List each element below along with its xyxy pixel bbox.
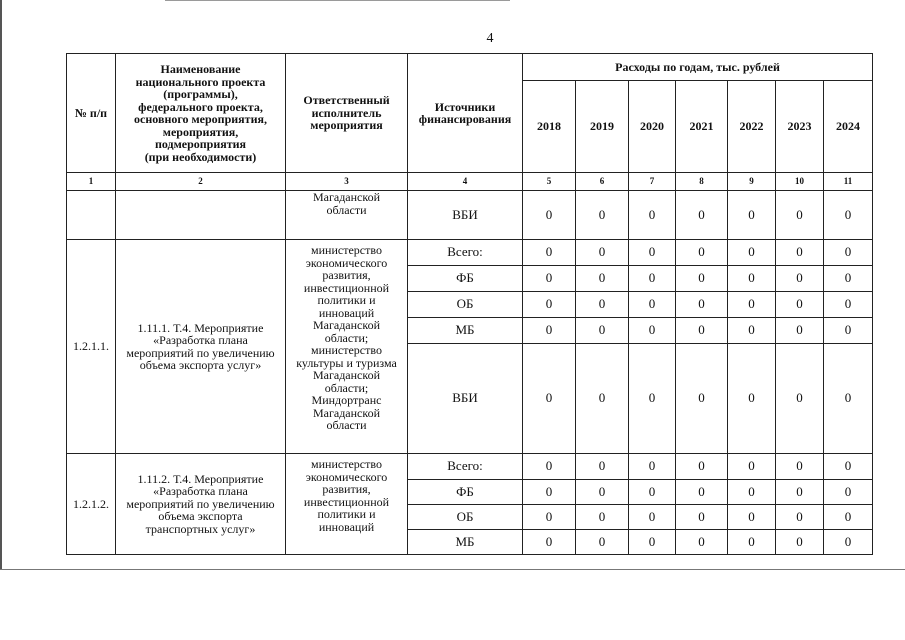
column-number: 8 xyxy=(676,173,728,191)
bottom-rule xyxy=(0,569,905,570)
item-executor: Магаданской области xyxy=(286,191,408,240)
year-value: 0 xyxy=(676,240,728,266)
column-number: 5 xyxy=(523,173,576,191)
year-value: 0 xyxy=(629,318,676,344)
column-number: 6 xyxy=(576,173,629,191)
year-header: 2023 xyxy=(776,81,824,173)
year-value: 0 xyxy=(824,480,873,505)
column-number: 9 xyxy=(728,173,776,191)
column-number: 7 xyxy=(629,173,676,191)
year-value: 0 xyxy=(676,505,728,530)
funding-source: МБ xyxy=(408,318,523,344)
year-value: 0 xyxy=(728,191,776,240)
year-value: 0 xyxy=(824,344,873,454)
year-value: 0 xyxy=(776,480,824,505)
column-number: 3 xyxy=(286,173,408,191)
year-value: 0 xyxy=(676,191,728,240)
header-executor: Ответственный исполнитель мероприятия xyxy=(286,54,408,173)
year-value: 0 xyxy=(576,266,629,292)
page-number: 4 xyxy=(486,31,494,46)
year-value: 0 xyxy=(676,454,728,480)
year-value: 0 xyxy=(576,240,629,266)
year-value: 0 xyxy=(523,292,576,318)
year-value: 0 xyxy=(776,292,824,318)
year-value: 0 xyxy=(728,292,776,318)
year-value: 0 xyxy=(523,480,576,505)
year-header: 2022 xyxy=(728,81,776,173)
funding-source: ВБИ xyxy=(408,191,523,240)
year-value: 0 xyxy=(576,344,629,454)
funding-source: ОБ xyxy=(408,505,523,530)
funding-source: Всего: xyxy=(408,454,523,480)
year-value: 0 xyxy=(824,530,873,555)
column-number: 1 xyxy=(67,173,116,191)
year-value: 0 xyxy=(776,240,824,266)
year-header: 2021 xyxy=(676,81,728,173)
column-number: 10 xyxy=(776,173,824,191)
item-number: 1.2.1.1. xyxy=(67,240,116,454)
column-numbers-row xyxy=(67,173,873,191)
column-number: 11 xyxy=(824,173,873,191)
year-value: 0 xyxy=(576,530,629,555)
year-value: 0 xyxy=(824,454,873,480)
year-value: 0 xyxy=(629,266,676,292)
year-header: 2018 xyxy=(523,81,576,173)
table-body xyxy=(67,191,873,555)
year-value: 0 xyxy=(523,530,576,555)
header-sources: Источники финансирования xyxy=(408,54,523,173)
column-number: 4 xyxy=(408,173,523,191)
top-rule xyxy=(165,0,510,1)
year-value: 0 xyxy=(824,240,873,266)
year-value: 0 xyxy=(776,505,824,530)
year-value: 0 xyxy=(676,530,728,555)
year-value: 0 xyxy=(776,344,824,454)
year-header: 2019 xyxy=(576,81,629,173)
item-name: 1.11.2. Т.4. Мероприятие «Разработка плана мероприятий по увеличению объема экспорта транспортных услуг» xyxy=(116,454,286,555)
year-value: 0 xyxy=(629,480,676,505)
year-value: 0 xyxy=(728,240,776,266)
year-value: 0 xyxy=(629,530,676,555)
year-value: 0 xyxy=(523,318,576,344)
item-number xyxy=(67,191,116,240)
year-value: 0 xyxy=(728,318,776,344)
year-value: 0 xyxy=(523,266,576,292)
funding-source: ФБ xyxy=(408,480,523,505)
table-row xyxy=(67,454,873,480)
year-value: 0 xyxy=(824,191,873,240)
funding-source: МБ xyxy=(408,530,523,555)
table-row xyxy=(67,240,873,266)
year-value: 0 xyxy=(776,530,824,555)
year-value: 0 xyxy=(676,480,728,505)
year-value: 0 xyxy=(676,344,728,454)
year-value: 0 xyxy=(824,292,873,318)
year-value: 0 xyxy=(728,530,776,555)
year-value: 0 xyxy=(728,505,776,530)
year-header: 2020 xyxy=(629,81,676,173)
year-value: 0 xyxy=(523,344,576,454)
year-value: 0 xyxy=(523,191,576,240)
left-page-edge xyxy=(0,0,2,570)
year-value: 0 xyxy=(576,505,629,530)
year-value: 0 xyxy=(728,454,776,480)
year-value: 0 xyxy=(676,292,728,318)
header-expenses: Расходы по годам, тыс. рублей xyxy=(523,54,873,81)
funding-source: ФБ xyxy=(408,266,523,292)
year-value: 0 xyxy=(824,318,873,344)
expenses-table xyxy=(66,53,873,555)
year-value: 0 xyxy=(523,505,576,530)
table-row xyxy=(67,191,873,240)
year-value: 0 xyxy=(576,191,629,240)
year-value: 0 xyxy=(629,505,676,530)
year-value: 0 xyxy=(576,318,629,344)
column-number: 2 xyxy=(116,173,286,191)
year-value: 0 xyxy=(629,292,676,318)
funding-source: ОБ xyxy=(408,292,523,318)
year-value: 0 xyxy=(776,454,824,480)
year-value: 0 xyxy=(728,344,776,454)
year-header: 2024 xyxy=(824,81,873,173)
year-value: 0 xyxy=(629,191,676,240)
year-value: 0 xyxy=(776,191,824,240)
item-executor: министерство экономического развития, инвестиционной политики и инноваций Магаданской области; министерство культуры и туризма Магаданской области; Миндортранс Магаданской области xyxy=(286,240,408,454)
year-value: 0 xyxy=(629,344,676,454)
year-value: 0 xyxy=(728,266,776,292)
header-num: № п/п xyxy=(67,54,116,173)
year-value: 0 xyxy=(523,454,576,480)
year-value: 0 xyxy=(824,266,873,292)
year-value: 0 xyxy=(676,266,728,292)
header-name: Наименование национального проекта (программы), федерального проекта, основного мероприятия, мероприятия, подмероприятия (при необходимости) xyxy=(116,54,286,173)
year-value: 0 xyxy=(629,240,676,266)
item-executor: министерство экономического развития, инвестиционной политики и инноваций xyxy=(286,454,408,555)
funding-source: ВБИ xyxy=(408,344,523,454)
year-value: 0 xyxy=(576,292,629,318)
year-value: 0 xyxy=(576,480,629,505)
year-value: 0 xyxy=(824,505,873,530)
year-value: 0 xyxy=(676,318,728,344)
item-number: 1.2.1.2. xyxy=(67,454,116,555)
year-value: 0 xyxy=(776,318,824,344)
year-value: 0 xyxy=(576,454,629,480)
item-name xyxy=(116,191,286,240)
year-value: 0 xyxy=(523,240,576,266)
year-value: 0 xyxy=(629,454,676,480)
funding-source: Всего: xyxy=(408,240,523,266)
year-value: 0 xyxy=(776,266,824,292)
item-name: 1.11.1. Т.4. Мероприятие «Разработка плана мероприятий по увеличению объема экспорта услуг» xyxy=(116,240,286,454)
year-value: 0 xyxy=(728,480,776,505)
